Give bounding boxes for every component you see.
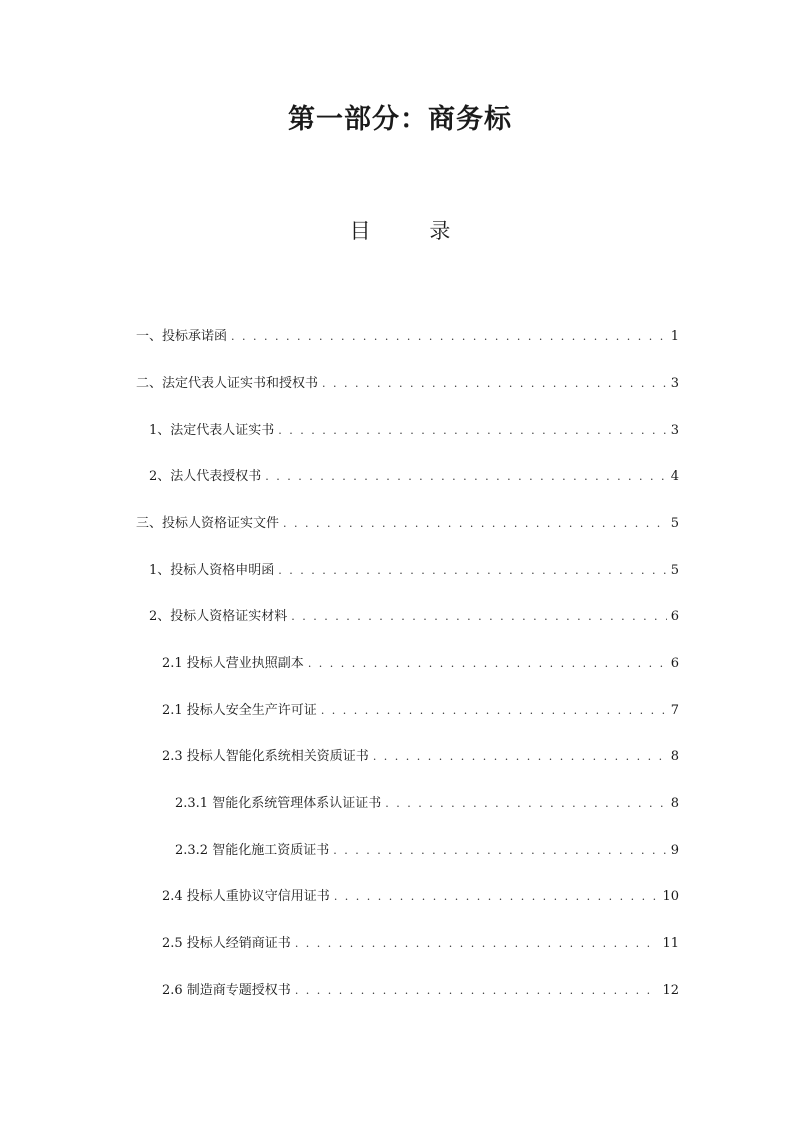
- toc-leader-dots: [291, 610, 666, 623]
- toc-entry-page: 4: [670, 469, 679, 484]
- toc-leader-dots: [278, 424, 666, 437]
- toc-entry-page: 12: [662, 983, 679, 998]
- toc-entry[interactable]: [162, 979, 679, 1001]
- toc-leader-dots: [334, 890, 659, 903]
- toc-entry[interactable]: [136, 512, 679, 534]
- page-title: 第一部分：商务标: [288, 104, 512, 135]
- toc-leader-dots: [333, 844, 667, 857]
- toc-entry-page: 9: [670, 843, 679, 858]
- toc-entry-label: 二、法定代表人证实书和授权书: [136, 376, 319, 391]
- toc-entry-page: 5: [670, 516, 679, 531]
- toc-entry-page: 7: [670, 703, 679, 718]
- toc-entry[interactable]: [175, 839, 679, 861]
- toc-entry-label: 2、法人代表授权书: [149, 469, 262, 484]
- toc-entry-label: 三、投标人资格证实文件: [136, 516, 280, 531]
- toc-leader-dots: [265, 470, 666, 483]
- toc-entry-page: 3: [670, 423, 679, 438]
- toc-entry-label: 2、投标人资格证实材料: [149, 609, 288, 624]
- toc-entry-page: 6: [670, 609, 679, 624]
- toc-entry[interactable]: [136, 325, 679, 347]
- toc-entry-page: 3: [670, 376, 679, 391]
- toc-leader-dots: [295, 984, 659, 997]
- toc-entry-label: 2.3.2 智能化施工资质证书: [175, 843, 330, 858]
- toc-entry[interactable]: [149, 465, 679, 487]
- toc-entry[interactable]: [162, 932, 679, 954]
- toc-entry[interactable]: [162, 885, 679, 907]
- toc-leader-dots: [278, 564, 666, 577]
- toc-leader-dots: [308, 657, 667, 670]
- toc-entry-label: 2.1 投标人安全生产许可证: [162, 703, 317, 718]
- toc-heading: 目 录: [349, 219, 477, 243]
- toc-entry-page: 1: [670, 329, 679, 344]
- toc-entry-label: 2.5 投标人经销商证书: [162, 936, 291, 951]
- toc-entry-page: 8: [670, 796, 679, 811]
- toc-entry-page: 10: [662, 889, 679, 904]
- toc-entry[interactable]: [175, 792, 679, 814]
- toc-entry-label: 2.6 制造商专题授权书: [162, 983, 291, 998]
- toc-entry-page: 11: [662, 936, 679, 951]
- toc-entry-label: 2.4 投标人重协议守信用证书: [162, 889, 330, 904]
- toc-leader-dots: [385, 797, 667, 810]
- toc-leader-dots: [322, 377, 667, 390]
- toc-entry[interactable]: [162, 699, 679, 721]
- toc-entry[interactable]: [162, 745, 679, 767]
- toc-leader-dots: [295, 937, 659, 950]
- toc-leader-dots: [231, 330, 667, 343]
- toc-entry-label: 1、投标人资格申明函: [149, 563, 275, 578]
- toc-entry-page: 5: [670, 563, 679, 578]
- toc-leader-dots: [373, 750, 667, 763]
- toc-entry[interactable]: [149, 559, 679, 581]
- toc-leader-dots: [283, 517, 667, 530]
- toc-entry-page: 6: [670, 656, 679, 671]
- toc-entry-label: 2.1 投标人营业执照副本: [162, 656, 304, 671]
- toc-entry[interactable]: [136, 372, 679, 394]
- toc-entry-page: 8: [670, 749, 679, 764]
- toc-entry[interactable]: [149, 605, 679, 627]
- toc-entry-label: 2.3.1 智能化系统管理体系认证证书: [175, 796, 382, 811]
- toc-entry-label: 一、投标承诺函: [136, 329, 228, 344]
- toc-entry-label: 1、法定代表人证实书: [149, 423, 275, 438]
- toc-leader-dots: [321, 704, 667, 717]
- toc-entry[interactable]: [162, 652, 679, 674]
- toc-entry-label: 2.3 投标人智能化系统相关资质证书: [162, 749, 369, 764]
- toc-entry[interactable]: [149, 419, 679, 441]
